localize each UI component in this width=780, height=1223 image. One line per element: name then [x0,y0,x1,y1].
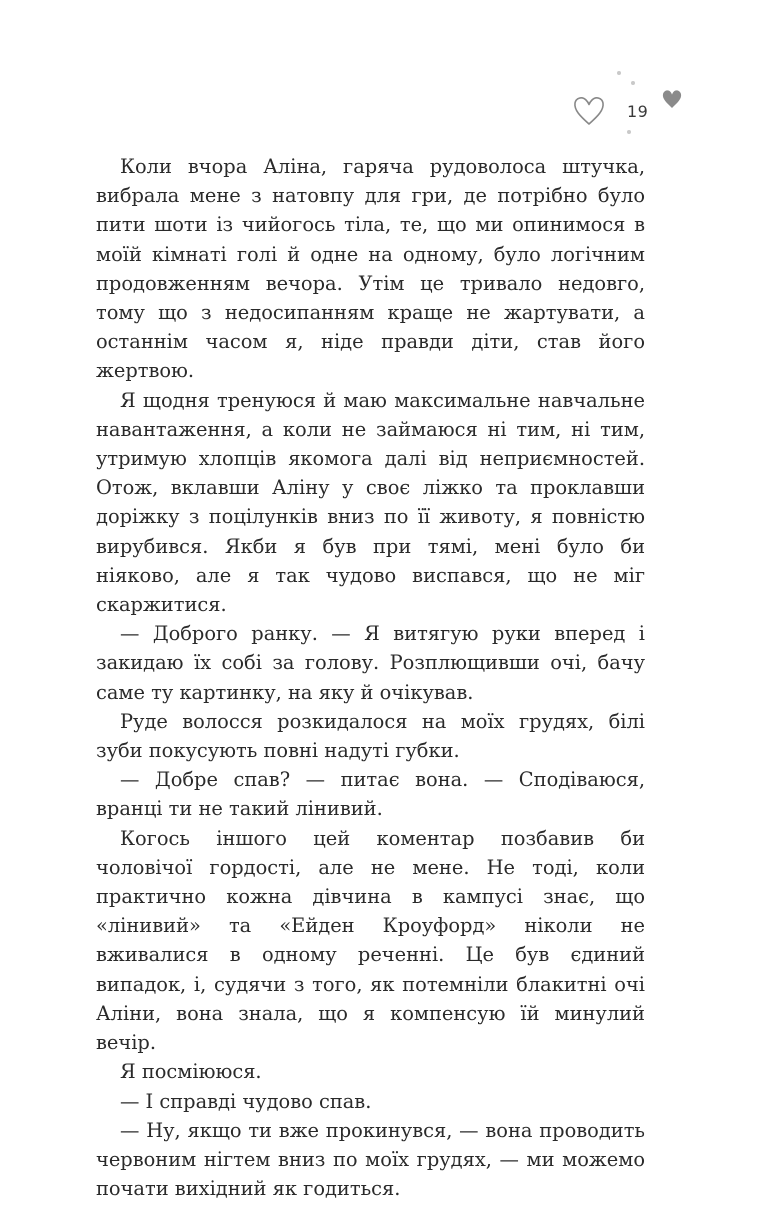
heart-filled-icon [661,88,683,110]
paragraph: Я щодня тренуюся й маю максимальне навчальне навантаження, а коли не займаюся ні тим, ні тим, утримую хлопців якомога далі від неприємностей. Отож, вклавши Аліну у своє ліжко та проклавши доріжку з поцілунків вниз по її животу, я повністю вирубився. Якби я був при тямі, мені було би ніяково, але я так чудово виспався, що не міг скаржитися. [96,388,645,617]
paragraph: — Доброго ранку. — Я витягую руки вперед і закидаю їх собі за голову. Розплющивши очі, бачу саме ту картинку, на яку й очікував. [96,622,645,704]
decorative-dot [631,81,635,85]
paragraph: Я посміююся. [120,1060,262,1084]
paragraph: Руде волосся розкидалося на моїх грудях, білі зуби покусують повні надуті губки. [96,709,645,763]
heart-outline-icon [572,94,606,128]
paragraph: — Ну, якщо ти вже прокинувся, — вона проводить червоним нігтем вниз по моїх грудях, — ми можемо почати вихідний як годиться. [96,1118,645,1201]
decorative-dot [627,130,631,134]
paragraph: Когось іншого цей коментар позбавив би чоловічої гордості, але не мене. Не тоді, коли практично кожна дівчина в кампусі знає, що «лінивий» та «Ейден Кроуфорд» ніколи не вживалися в одному реченні. Це був єдиний випадок, і, судячи з того, як потемніли блакитні очі Аліни, вона знала, що я компенсую їй минулий вечір. [96,826,645,1055]
paragraph: — І справді чудово спав. [120,1089,372,1113]
page-number: 19 [627,102,649,121]
paragraph: Коли вчора Аліна, гаряча рудоволоса штучка, вибрала мене з натовпу для гри, де потрібно було пити шоти із чийогось тіла, те, що ми опинимося в моїй кімнаті голі й одне на одному, було логічним продовженням вечора. Утім це тривало недовго, тому що з недосипанням краще не жартувати, а останнім часом я, ніде правди діти, став його жертвою. [96,155,645,383]
paragraph: — Добре спав? — питає вона. — Сподіваюся, вранці ти не такий лінивий. [96,768,645,821]
decorative-dot [617,71,621,75]
text-body [96,152,645,1203]
